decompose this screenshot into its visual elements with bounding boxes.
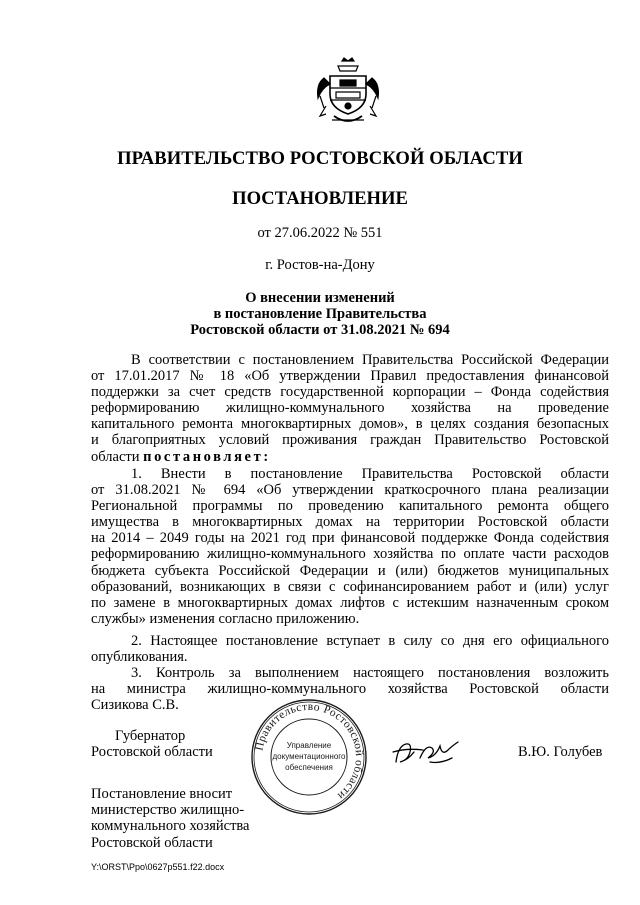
signer-name: В.Ю. Голубев: [518, 744, 603, 760]
document-subject: [0, 290, 640, 338]
signer-title-line: Губернатор: [115, 728, 186, 744]
file-path-footer: Y:\ORST\Ppo\0627p551.f22.docx: [91, 862, 225, 872]
preamble-paragraph: [91, 352, 609, 465]
item-1-paragraph: [91, 466, 609, 627]
seal-ring-text: Правительство Ростовской области: [253, 700, 366, 802]
text-line: имущества в многоквартирных домах на территории Ростовской области: [91, 514, 609, 531]
text-line: образований, возникающих в связи с софинансированием работ и (или) услуг: [91, 578, 609, 595]
seal-inner-line: документационного: [272, 752, 346, 761]
text-line: и благоприятных условий проживания граждан Правительство Ростовской: [91, 432, 609, 449]
handwritten-signature: [390, 734, 466, 770]
subject-line: Ростовской области от 31.08.2021 № 694: [190, 322, 450, 338]
text-line: опубликования.: [91, 649, 188, 666]
text-line: Сизикова С.В.: [91, 697, 179, 714]
introduced-by-line: Постановление вносит: [91, 786, 233, 802]
text-line: реформированию жилищно-коммунального хозяйства на проведение: [91, 400, 609, 417]
introduced-by-block: [91, 786, 250, 851]
text-line: от 17.01.2017 № 18 «Об утверждении Правил предоставления финансовой: [91, 368, 609, 385]
government-title: ПРАВИТЕЛЬСТВО РОСТОВСКОЙ ОБЛАСТИ: [117, 148, 523, 169]
signer-title: [91, 728, 213, 760]
text-line: службы» изменения согласно приложению.: [91, 610, 360, 627]
document-date-number: от 27.06.2022 № 551: [257, 225, 383, 241]
text-line: реформированию жилищно-коммунального хозяйства по оплате части расходов: [91, 546, 609, 563]
text-line: В соответствии с постановлением Правительства Российской Федерации: [131, 352, 609, 368]
text-line: от 31.08.2021 № 694 «Об утверждении краткосрочного плана реализации: [91, 482, 609, 499]
document-type: ПОСТАНОВЛЕНИЕ: [232, 188, 408, 209]
text-line: Региональной программы по проведению капитального ремонта общего: [91, 498, 609, 515]
introduced-by-line: Ростовской области: [91, 834, 213, 851]
text-line: по замене в многоквартирных домах лифтов с истекшим назначенным сроком: [91, 594, 609, 611]
introduced-by-line: министерство жилищно-: [91, 802, 245, 819]
seal-inner-line: Управление: [286, 741, 332, 750]
text-line: бюджета субъекта Российской Федерации и (или) бюджетов муниципальных: [91, 562, 609, 579]
text-line: 3. Контроль за выполнением настоящего постановления возложить: [131, 665, 609, 681]
subject-line: О внесении изменений: [245, 290, 395, 306]
official-seal-stamp: [250, 698, 368, 816]
subject-line: в постановление Правительства: [213, 306, 427, 322]
seal-inner-line: обеспечения: [285, 763, 333, 772]
text-line: [91, 449, 609, 465]
text-line: на 2014 – 2049 годы на 2021 год при финансовой поддержке Фонда содействия: [91, 530, 609, 547]
text-fragment: области: [91, 448, 144, 465]
signer-title-line: Ростовской области: [91, 744, 213, 761]
coat-of-arms-icon: [312, 56, 384, 128]
text-line: поддержки за счет средств государственной корпорации – Фонда содействия: [91, 384, 609, 401]
text-line: капитального ремонта многоквартирных домов», в целях создания безопасных: [91, 416, 609, 433]
introduced-by-line: коммунального хозяйства: [91, 818, 250, 835]
text-line: на министра жилищно-коммунального хозяйства Ростовской области: [91, 681, 609, 698]
decree-word: постановляет:: [143, 448, 271, 465]
text-line: 1. Внести в постановление Правительства Ростовской области: [131, 466, 609, 482]
item-2-paragraph: [91, 633, 609, 665]
document-city: г. Ростов-на-Дону: [265, 257, 375, 273]
text-line: 2. Настоящее постановление вступает в силу со дня его официального: [131, 633, 609, 649]
